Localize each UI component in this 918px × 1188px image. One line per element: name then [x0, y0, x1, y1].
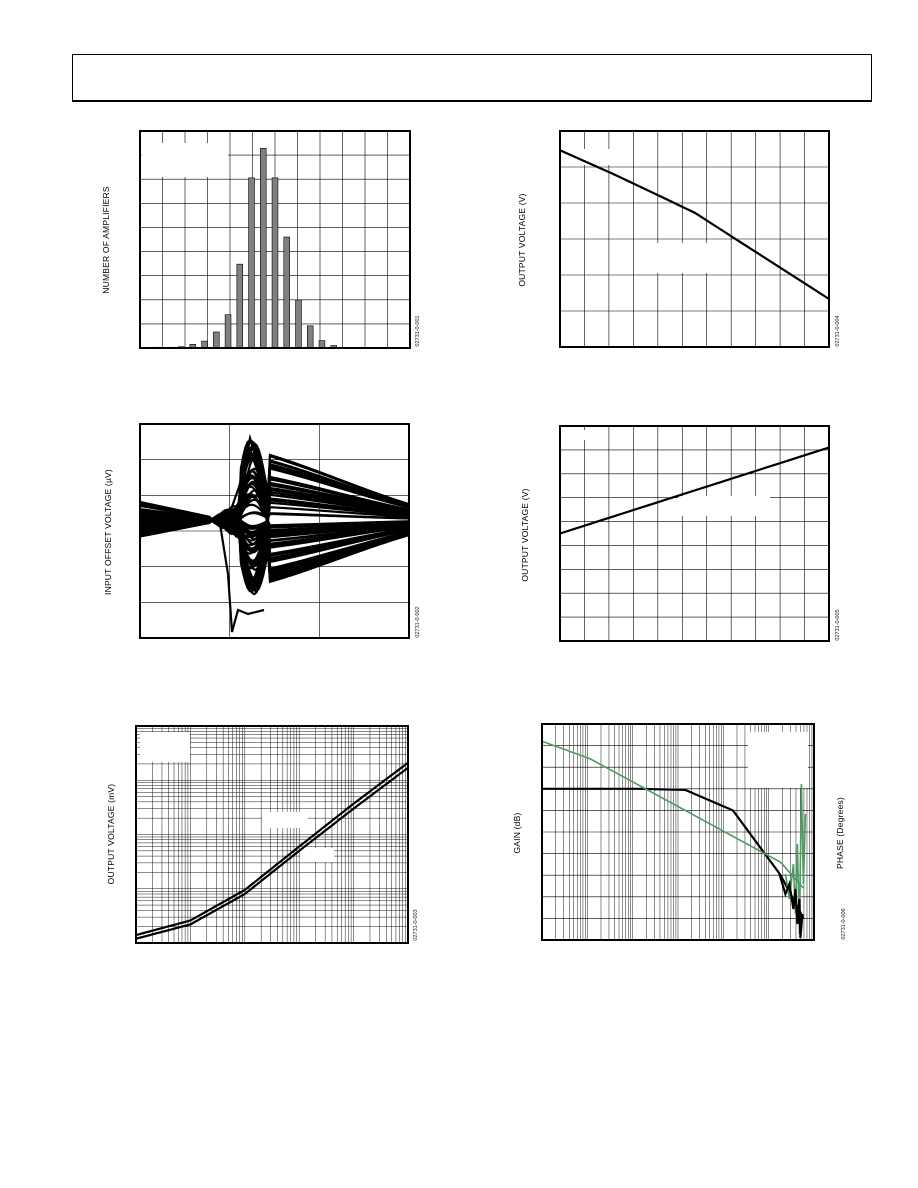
histogram-number-of-amplifiers: [140, 131, 410, 348]
figure-code-4: 02731-0-005: [835, 609, 841, 641]
figure-code-1: 02731-0-001: [415, 315, 421, 347]
label-box: [262, 812, 308, 828]
y-axis-label-gain-db: GAIN (dB): [512, 812, 522, 854]
histogram-bar: [225, 315, 231, 348]
page-header-box: [72, 54, 872, 102]
label-box: [300, 848, 334, 862]
y-axis-label-number-of-amplifiers: NUMBER OF AMPLIFIERS: [101, 186, 111, 294]
y-axis-label-phase-degrees: PHASE (Degrees): [835, 797, 845, 869]
histogram-bar: [296, 300, 302, 348]
chart-input-offset-voltage: [140, 424, 409, 638]
chart-output-voltage-descending: [560, 131, 829, 347]
histogram-bar: [237, 264, 243, 348]
histogram-bar: [202, 341, 208, 348]
legend-box: [140, 732, 190, 762]
output-voltage-curve: [560, 150, 829, 299]
histogram-bar: [213, 332, 219, 348]
phase-ringing: [785, 784, 805, 934]
legend-box: [748, 732, 808, 788]
chart-output-voltage-mv-loglog: [136, 726, 408, 943]
chart-gain-phase: [542, 724, 814, 940]
figure-code-2: 02731-0-004: [835, 315, 841, 347]
output-voltage-curve: [560, 448, 829, 534]
histogram-bar: [307, 326, 313, 348]
figure-code-5: 02731-0-003: [413, 909, 419, 941]
label-box: [656, 243, 716, 273]
figure-code-3: 02731-0-002: [415, 606, 421, 638]
histogram-bar: [249, 178, 255, 348]
gridlines: [560, 426, 829, 641]
y-axis-label-output-voltage-v-1: OUTPUT VOLTAGE (V): [517, 193, 527, 287]
histogram-bar: [284, 237, 290, 348]
histogram-bar: [260, 148, 266, 348]
legend-box: [142, 143, 228, 177]
label-box: [566, 430, 586, 440]
plot-frame: [560, 426, 829, 641]
histogram-bar: [319, 341, 325, 348]
chart-output-voltage-ascending: [560, 426, 829, 641]
label-box: [678, 496, 770, 516]
figure-code-6: 02731-0-006: [841, 908, 847, 940]
y-axis-label-input-offset-voltage: INPUT OFFSET VOLTAGE (µV): [103, 469, 113, 595]
offset-trace-bundle: [140, 440, 409, 594]
y-axis-label-output-voltage-v-2: OUTPUT VOLTAGE (V): [520, 488, 530, 582]
y-axis-label-output-voltage-mv: OUTPUT VOLTAGE (mV): [106, 783, 116, 885]
histogram-bar: [272, 178, 278, 348]
